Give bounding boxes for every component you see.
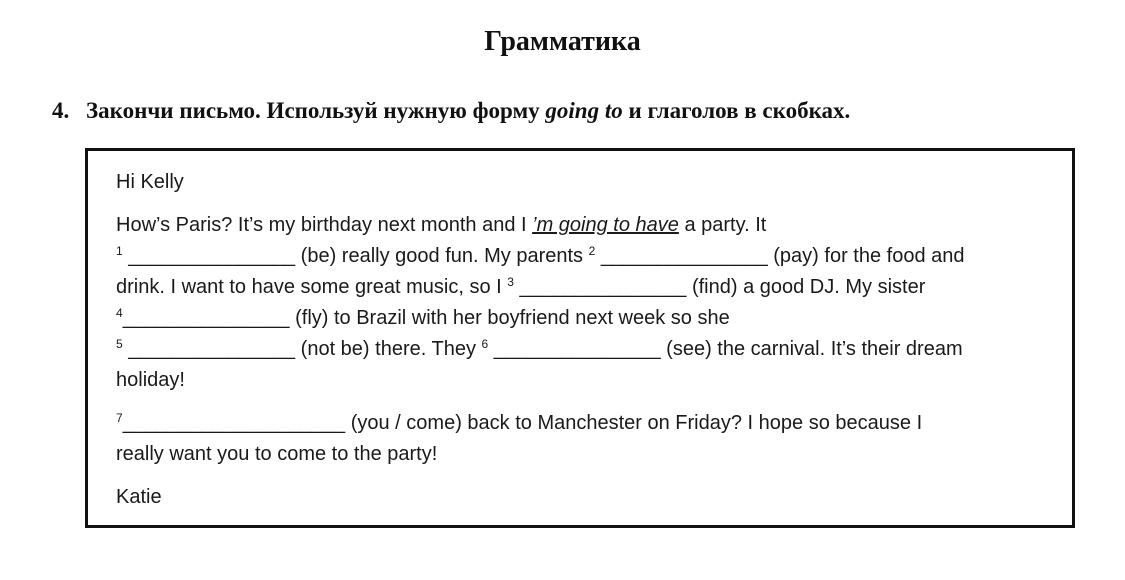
- letter-line-4: [116, 303, 1056, 334]
- answer-blank-1[interactable]: _______________: [128, 245, 296, 267]
- letter-body: [116, 167, 1056, 513]
- letter-line-8: really want you to come to the party!: [116, 443, 438, 465]
- task-instruction: [52, 96, 850, 126]
- line-text: a party. It: [678, 214, 767, 236]
- line-text: How’s Paris? It’s my birthday next month and I: [116, 214, 533, 236]
- letter-line-5: [116, 334, 1056, 365]
- letter-line-1: [116, 210, 1056, 241]
- answer-blank-2[interactable]: _______________: [600, 245, 768, 267]
- line-text: (you / come) back to Manchester on Friday? I hope so because I: [345, 412, 923, 434]
- task-text-italic: going to: [545, 98, 623, 123]
- answer-blank-4[interactable]: _______________: [122, 307, 290, 329]
- gap-number-5: 5: [116, 337, 123, 351]
- answer-blank-6[interactable]: _______________: [493, 338, 661, 360]
- line-text: (be) really good fun. My parents: [295, 245, 589, 267]
- line-text: (pay) for the food and: [767, 245, 965, 267]
- gap-number-3: 3: [507, 275, 514, 289]
- letter-greeting: Hi Kelly: [116, 171, 184, 193]
- letter-line-7: [116, 408, 1056, 439]
- task-number: 4.: [52, 98, 70, 123]
- answer-blank-5[interactable]: _______________: [128, 338, 296, 360]
- letter-box: [85, 148, 1075, 528]
- example-answer: ’m going to have: [532, 214, 679, 236]
- line-text: (fly) to Brazil with her boyfriend next week so she: [289, 307, 730, 329]
- gap-number-4: 4: [116, 306, 123, 320]
- letter-line-3: [116, 272, 1056, 303]
- task-text-before: Закончи письмо. Используй нужную форму: [86, 98, 546, 123]
- gap-number-1: 1: [116, 244, 123, 258]
- line-text: (not be) there. They: [295, 338, 482, 360]
- gap-number-6: 6: [481, 337, 489, 351]
- line-text: (see) the carnival. It’s their dream: [660, 338, 963, 360]
- gap-number-7: 7: [116, 411, 123, 425]
- page-title: Грамматика: [484, 26, 641, 57]
- letter-line-2: [116, 241, 1056, 272]
- gap-number-2: 2: [588, 244, 596, 258]
- answer-blank-7[interactable]: ____________________: [122, 412, 346, 434]
- line-text: drink. I want to have some great music, so I: [116, 276, 508, 298]
- line-text: (find) a good DJ. My sister: [686, 276, 926, 298]
- letter-signature: Katie: [116, 486, 162, 508]
- answer-blank-3[interactable]: _______________: [519, 276, 687, 298]
- task-text-after: и глаголов в скобках.: [622, 98, 851, 123]
- letter-line-6: holiday!: [116, 369, 185, 391]
